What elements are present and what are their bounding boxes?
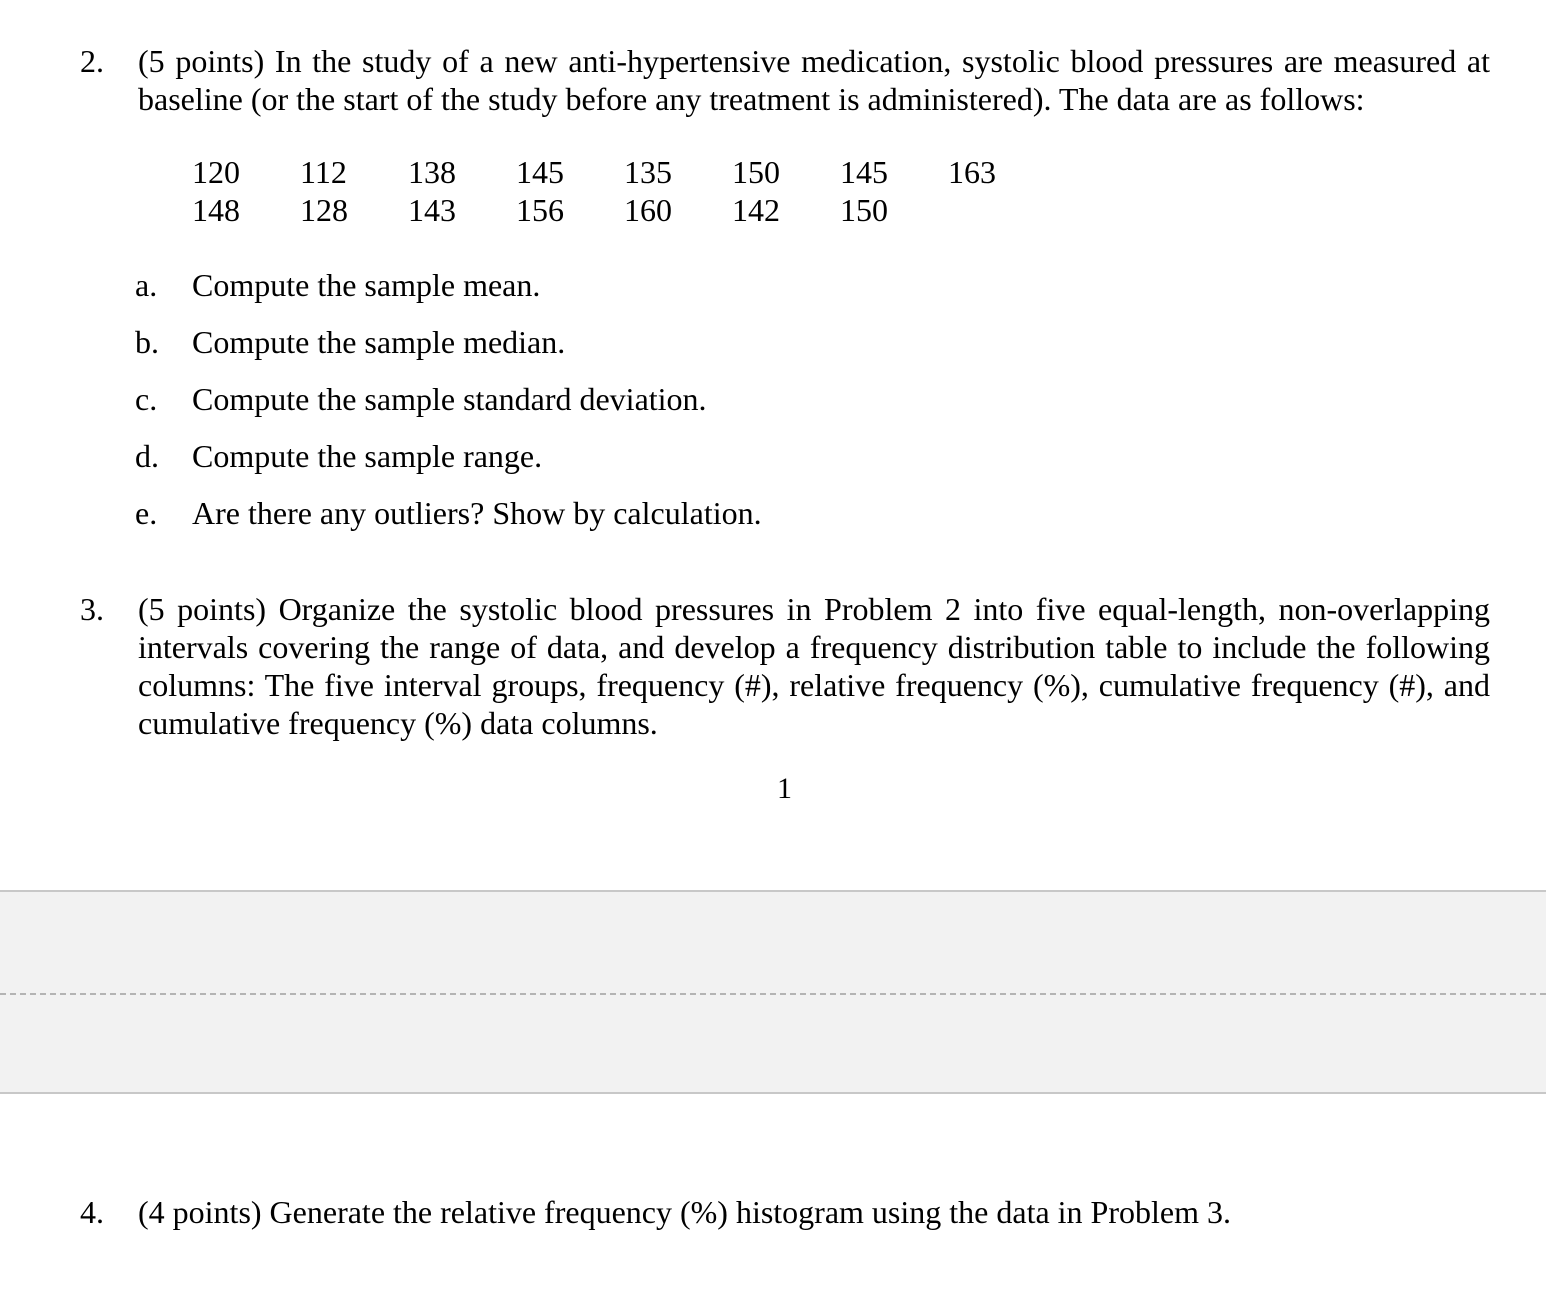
part-text: Compute the sample range.	[192, 438, 543, 474]
problem-text: (4 points) Generate the relative frequency (%) histogram using the data in Problem 3.	[138, 1194, 1231, 1230]
problem-3	[80, 590, 1490, 742]
part-item	[135, 266, 540, 304]
data-value-empty	[948, 191, 1056, 229]
data-value: 112	[300, 154, 347, 190]
problem-4	[80, 1193, 1490, 1231]
problem-2	[80, 42, 1490, 118]
data-value: 145	[516, 154, 564, 190]
part-text: Compute the sample standard deviation.	[192, 381, 707, 417]
data-value: 143	[408, 192, 456, 228]
blood-pressure-data-table	[192, 153, 1056, 229]
problem-text: (5 points) In the study of a new anti-hypertensive medication, systolic blood pressures are measured at baseline (or the start of the study before any treatment is administered). The data are as follows:	[138, 43, 1490, 117]
data-value: 128	[300, 192, 348, 228]
part-text: Compute the sample median.	[192, 324, 566, 360]
part-item	[135, 494, 762, 532]
part-item	[135, 380, 707, 418]
problem-number: 3.	[80, 591, 104, 627]
part-item	[135, 437, 542, 475]
data-value: 145	[840, 154, 888, 190]
part-letter: b.	[135, 324, 159, 360]
data-value: 160	[624, 192, 672, 228]
data-value: 138	[408, 154, 456, 190]
part-text: Are there any outliers? Show by calculation.	[192, 495, 762, 531]
page-break-line	[0, 993, 1546, 995]
page-separator	[0, 890, 1546, 1094]
part-letter: a.	[135, 267, 158, 303]
part-text: Compute the sample mean.	[192, 267, 541, 303]
data-value: 150	[840, 192, 888, 228]
page-number: 1	[777, 772, 792, 805]
part-letter: e.	[135, 495, 158, 531]
part-letter: c.	[135, 381, 158, 417]
problem-number: 2.	[80, 43, 104, 79]
part-letter: d.	[135, 438, 159, 474]
data-value: 148	[192, 192, 240, 228]
data-value: 150	[732, 154, 780, 190]
data-value: 163	[948, 154, 996, 190]
data-row	[192, 191, 1056, 229]
data-value: 120	[192, 154, 240, 190]
problem-number: 4.	[80, 1194, 104, 1230]
problem-text: (5 points) Organize the systolic blood pressures in Problem 2 into five equal-length, non-overlapping intervals covering the range of data, and develop a frequency distribution table to include the following columns: The five interval groups, frequency (#), relative frequency (%), cumulative frequency (#), and cumulative frequency (%) data columns.	[138, 591, 1490, 741]
data-value: 135	[624, 154, 672, 190]
data-row	[192, 153, 1056, 191]
data-value: 156	[516, 192, 564, 228]
data-value: 142	[732, 192, 780, 228]
part-item	[135, 323, 565, 361]
